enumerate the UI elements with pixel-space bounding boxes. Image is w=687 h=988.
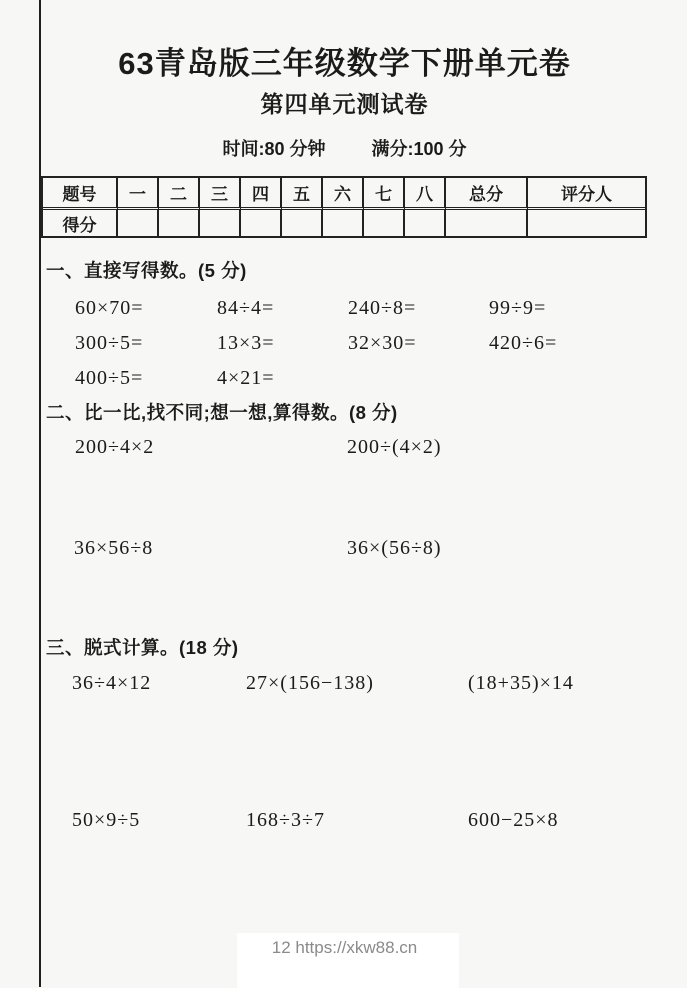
- score-table-header-cell: 一: [118, 178, 159, 210]
- math-expression: 99÷9=: [489, 297, 547, 319]
- math-expression: 4×21=: [217, 367, 275, 389]
- score-table-header-cell: 五: [282, 178, 323, 210]
- math-expression: 420÷6=: [489, 332, 558, 354]
- score-table-header-cell: 八: [405, 178, 446, 210]
- score-table-header-cell: 评分人: [528, 178, 645, 210]
- score-cell: [446, 210, 528, 236]
- score-table-header-cell: 四: [241, 178, 282, 210]
- math-expression: 240÷8=: [348, 297, 417, 319]
- page-subtitle: 第四单元测试卷: [260, 91, 429, 117]
- score-cell: [364, 210, 405, 236]
- math-expression: 200÷4×2: [75, 436, 155, 458]
- score-cell: [405, 210, 446, 236]
- score-table: [41, 176, 647, 238]
- score-table-header-row: [43, 178, 645, 210]
- score-table-header-cell: 题号: [43, 178, 118, 210]
- math-expression: 50×9÷5: [72, 809, 141, 831]
- score-table-header-cell: 二: [159, 178, 200, 210]
- full-score-label: 满分:100 分: [371, 139, 467, 159]
- section-2-heading: 二、比一比,找不同;想一想,算得数。(8 分): [46, 402, 398, 423]
- time-limit-label: 时间:80 分钟: [222, 139, 326, 159]
- score-cell: [118, 210, 159, 236]
- score-table-header-cell: 三: [200, 178, 241, 210]
- math-expression: 36×56÷8: [74, 537, 154, 559]
- math-expression: 200÷(4×2): [347, 436, 442, 458]
- score-cell: [241, 210, 282, 236]
- math-expression: 32×30=: [348, 332, 417, 354]
- score-table-score-row: [43, 210, 645, 236]
- score-cell: [323, 210, 364, 236]
- score-cell: [282, 210, 323, 236]
- math-expression: 36×(56÷8): [347, 537, 442, 559]
- score-table-header-cell: 总分: [446, 178, 528, 210]
- score-table-header-cell: 六: [323, 178, 364, 210]
- math-expression: 168÷3÷7: [246, 809, 325, 831]
- math-expression: (18+35)×14: [468, 672, 574, 694]
- score-cell: [200, 210, 241, 236]
- section-3-heading: 三、脱式计算。(18 分): [46, 637, 239, 658]
- math-expression: 400÷5=: [75, 367, 144, 389]
- math-expression: 27×(156−138): [246, 672, 374, 694]
- math-expression: 84÷4=: [217, 297, 275, 319]
- score-table-header-cell: 七: [364, 178, 405, 210]
- score-cell: [159, 210, 200, 236]
- score-row-label: 得分: [43, 210, 118, 236]
- page-title: 63青岛版三年级数学下册单元卷: [118, 46, 571, 81]
- exam-meta: [41, 135, 648, 161]
- watermark-text: 12 https://xkw88.cn: [271, 938, 418, 957]
- math-expression: 300÷5=: [75, 332, 144, 354]
- score-cell: [528, 210, 645, 236]
- math-expression: 600−25×8: [468, 809, 559, 831]
- section-1-heading: 一、直接写得数。(5 分): [46, 260, 247, 281]
- math-expression: 13×3=: [217, 332, 275, 354]
- math-expression: 60×70=: [75, 297, 144, 319]
- math-expression: 36÷4×12: [72, 672, 152, 694]
